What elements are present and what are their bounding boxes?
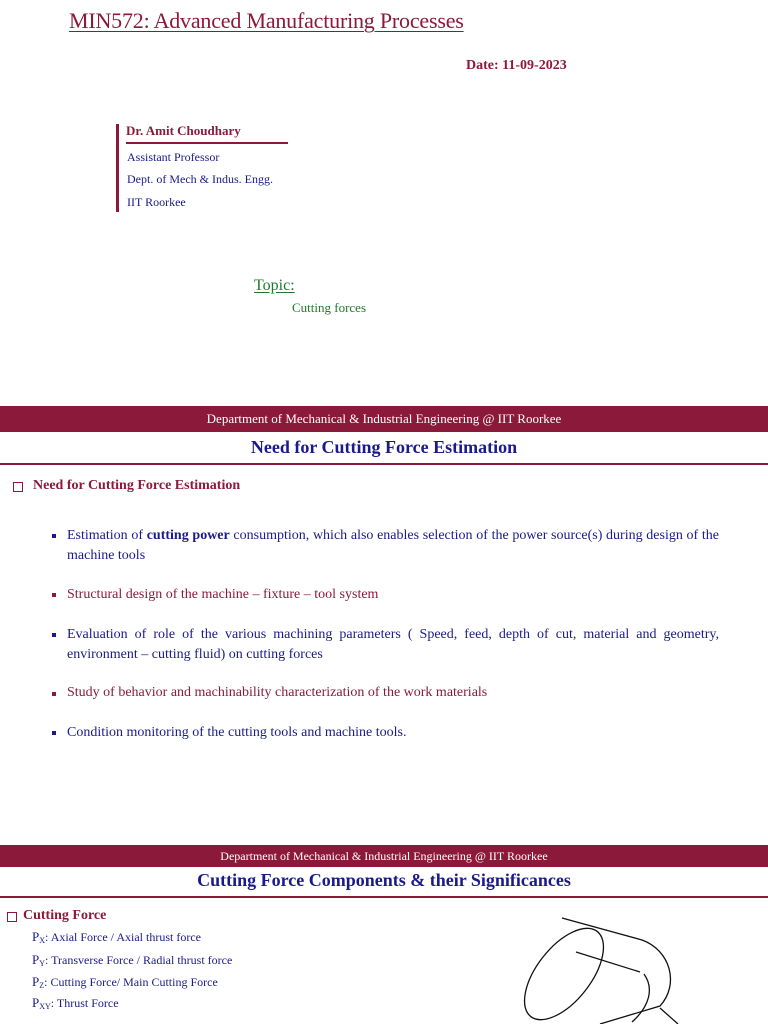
workpiece-step	[632, 974, 649, 1022]
square-bullet-icon	[52, 692, 56, 696]
heading-divider	[0, 896, 768, 898]
slide-heading: Cutting Force Components & their Significances	[197, 870, 571, 890]
author-accent-bar	[116, 124, 119, 212]
section-label: Need for Cutting Force Estimation	[33, 478, 241, 493]
topic-label: Topic:	[254, 277, 295, 294]
course-title: MIN572: Advanced Manufacturing Processes	[69, 8, 464, 33]
department-banner: Department of Mechanical & Industrial Engineering @ IIT Roorkee	[0, 406, 768, 432]
bullet-item: Study of behavior and machinability characterization of the work materials	[67, 685, 488, 700]
square-bullet-icon	[52, 593, 56, 597]
workpiece-outline	[562, 918, 670, 1024]
workpiece-edge	[576, 952, 640, 972]
tool-edge	[660, 1008, 678, 1024]
checkbox-bullet-icon	[7, 912, 17, 922]
force-component: $P_Y$: Transverse Force / Radial thrust force	[32, 952, 233, 968]
bullet-item: Condition monitoring of the cutting tools and machine tools.	[67, 725, 407, 740]
section-label: Cutting Force	[23, 908, 107, 923]
force-component: $P_X$: Axial Force / Axial thrust force	[32, 929, 201, 945]
author-underline	[126, 142, 288, 144]
author-designation: Assistant Professor	[127, 150, 220, 164]
heading-divider	[0, 463, 768, 465]
author-name: Dr. Amit Choudhary	[126, 123, 241, 138]
author-department: Dept. of Mech & Indus. Engg.	[127, 172, 273, 186]
force-component: $P_Z$: Cutting Force/ Main Cutting Force	[32, 974, 218, 990]
department-banner: Department of Mechanical & Industrial Engineering @ IIT Roorkee	[0, 845, 768, 867]
bullet-item: Evaluation of role of the various machining parameters ( Speed, feed, depth of cut, material and geometry, environment – cutting fluid) on cutting forces	[67, 627, 719, 662]
checkbox-bullet-icon	[13, 482, 23, 492]
bullet-item: Structural design of the machine – fixture – tool system	[67, 587, 379, 602]
lecture-date: Date: 11-09-2023	[466, 58, 567, 73]
square-bullet-icon	[52, 731, 56, 735]
slide-heading: Need for Cutting Force Estimation	[250, 437, 518, 457]
workpiece-end-face	[520, 915, 619, 1024]
square-bullet-icon	[52, 534, 56, 538]
square-bullet-icon	[52, 633, 56, 637]
author-institute: IIT Roorkee	[127, 195, 186, 209]
force-component: $P_{XY}$: Thrust Force	[32, 995, 119, 1011]
topic-value: Cutting forces	[292, 300, 367, 315]
bullet-item: Estimation of cutting power consumption, which also enables selection of the power source(s) during design of the machine tools	[67, 528, 719, 563]
cylindrical-workpiece-diagram	[520, 910, 768, 1024]
